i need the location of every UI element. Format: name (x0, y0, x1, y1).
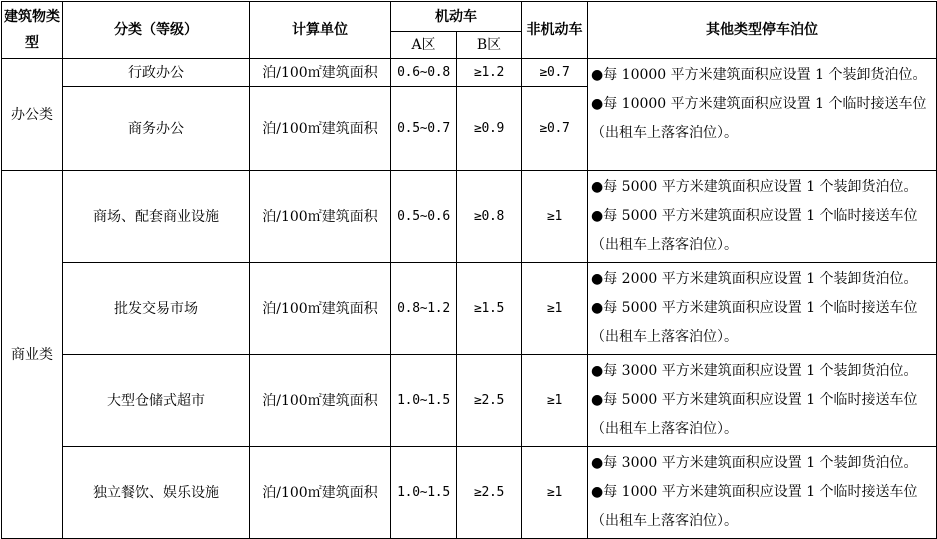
note-dropoff: ●每 5000 平方米建筑面积应设置 1 个临时接送车位（出租车上落客泊位）。 (591, 300, 918, 345)
note-dropoff: ●每 1000 平方米建筑面积应设置 1 个临时接送车位（出租车上落客泊位）。 (591, 484, 918, 529)
category-cell: 大型仓储式超市 (63, 355, 250, 447)
note-loading: ●每 3000 平方米建筑面积应设置 1 个装卸货泊位。 (591, 455, 918, 471)
other-parking-cell (588, 171, 937, 263)
header-non-motor: 非机动车 (522, 2, 588, 59)
parking-standards-table (1, 1, 937, 539)
building-type-cell: 商业类 (2, 171, 63, 539)
note-loading: ●每 5000 平方米建筑面积应设置 1 个装卸货泊位。 (591, 179, 918, 195)
zone-a-cell: 1.0~1.5 (391, 447, 457, 539)
category-cell: 商务办公 (63, 87, 250, 171)
header-zone-b: B区 (457, 32, 522, 59)
header-other: 其他类型停车泊位 (588, 2, 937, 59)
unit-cell: 泊/100㎡建筑面积 (250, 171, 391, 263)
header-unit: 计算单位 (250, 2, 391, 59)
zone-a-cell: 1.0~1.5 (391, 355, 457, 447)
note-dropoff: ●每 5000 平方米建筑面积应设置 1 个临时接送车位（出租车上落客泊位）。 (591, 208, 918, 253)
table-row (2, 59, 937, 87)
unit-cell: 泊/100㎡建筑面积 (250, 263, 391, 355)
zone-b-cell: ≥1.2 (457, 59, 522, 87)
zone-a-cell: 0.5~0.6 (391, 171, 457, 263)
zone-b-cell: ≥1.5 (457, 263, 522, 355)
header-row-1 (2, 2, 937, 32)
category-cell: 行政办公 (63, 59, 250, 87)
other-parking-cell (588, 355, 937, 447)
header-motor: 机动车 (391, 2, 522, 32)
other-parking-cell (588, 263, 937, 355)
non-motor-cell: ≥1 (522, 263, 588, 355)
category-cell: 商场、配套商业设施 (63, 171, 250, 263)
note-loading: ●每 2000 平方米建筑面积应设置 1 个装卸货泊位。 (591, 271, 918, 287)
unit-cell: 泊/100㎡建筑面积 (250, 355, 391, 447)
table-row (2, 263, 937, 355)
header-building-type: 建筑物类型 (2, 2, 63, 59)
note-loading: ●每 10000 平方米建筑面积应设置 1 个装卸货泊位。 (591, 67, 927, 83)
zone-a-cell: 0.8~1.2 (391, 263, 457, 355)
non-motor-cell: ≥0.7 (522, 87, 588, 171)
header-category: 分类（等级） (63, 2, 250, 59)
unit-cell: 泊/100㎡建筑面积 (250, 87, 391, 171)
note-dropoff: ●每 5000 平方米建筑面积应设置 1 个临时接送车位（出租车上落客泊位）。 (591, 392, 918, 437)
zone-b-cell: ≥2.5 (457, 447, 522, 539)
category-cell: 独立餐饮、娱乐设施 (63, 447, 250, 539)
table-row (2, 171, 937, 263)
non-motor-cell: ≥0.7 (522, 59, 588, 87)
building-type-cell: 办公类 (2, 59, 63, 171)
other-parking-cell (588, 447, 937, 539)
table-row (2, 355, 937, 447)
header-zone-a: A区 (391, 32, 457, 59)
non-motor-cell: ≥1 (522, 171, 588, 263)
zone-a-cell: 0.6~0.8 (391, 59, 457, 87)
zone-b-cell: ≥0.8 (457, 171, 522, 263)
table-row (2, 447, 937, 539)
unit-cell: 泊/100㎡建筑面积 (250, 447, 391, 539)
other-parking-cell (588, 59, 937, 171)
non-motor-cell: ≥1 (522, 447, 588, 539)
note-loading: ●每 3000 平方米建筑面积应设置 1 个装卸货泊位。 (591, 363, 918, 379)
note-dropoff: ●每 10000 平方米建筑面积应设置 1 个临时接送车位（出租车上落客泊位）。 (591, 96, 927, 141)
non-motor-cell: ≥1 (522, 355, 588, 447)
zone-b-cell: ≥0.9 (457, 87, 522, 171)
zone-b-cell: ≥2.5 (457, 355, 522, 447)
unit-cell: 泊/100㎡建筑面积 (250, 59, 391, 87)
zone-a-cell: 0.5~0.7 (391, 87, 457, 171)
category-cell: 批发交易市场 (63, 263, 250, 355)
